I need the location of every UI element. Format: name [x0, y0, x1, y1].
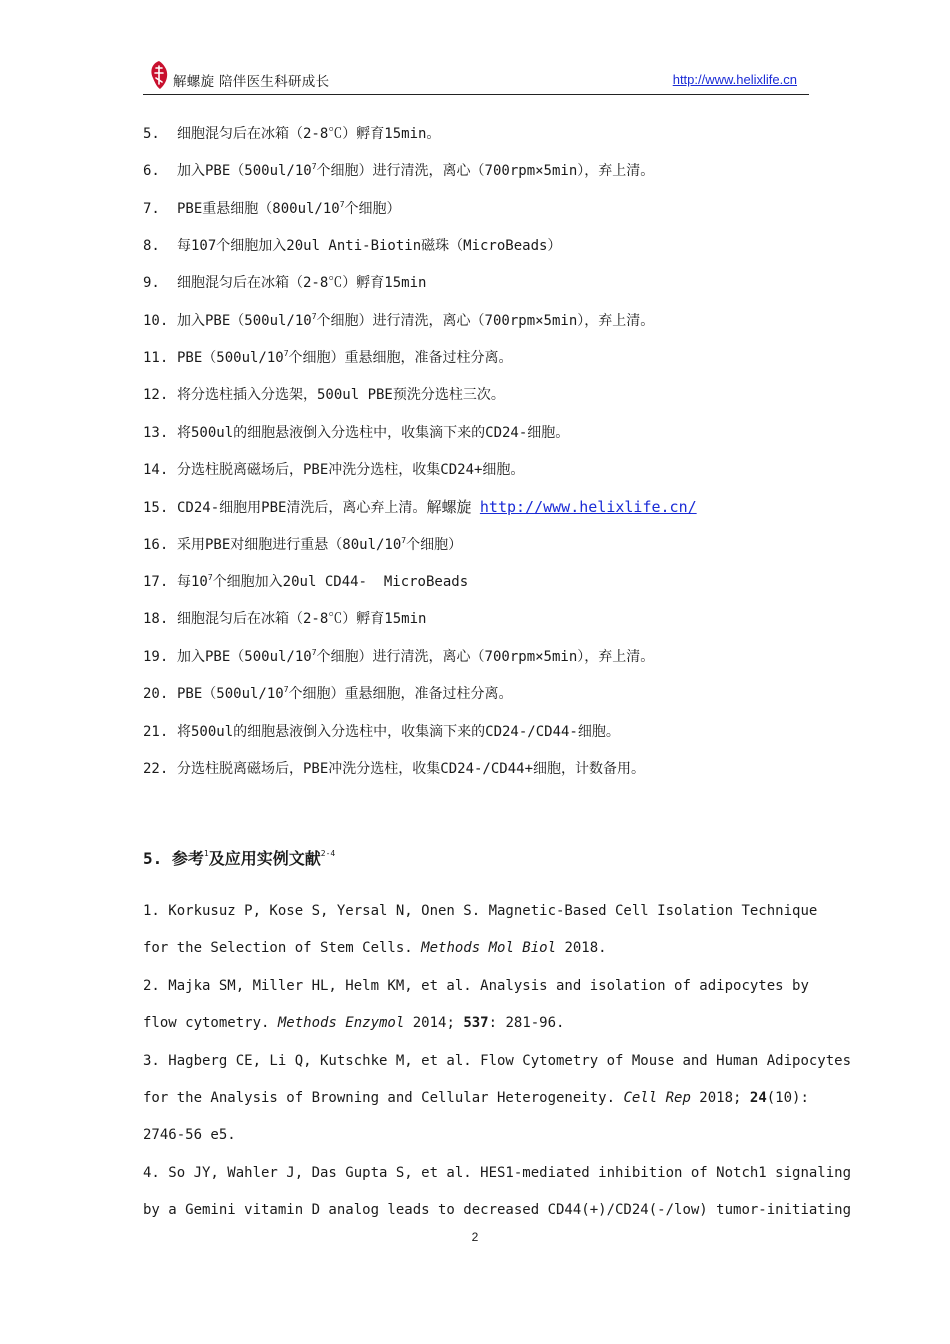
- volume-number: 537: [463, 1015, 489, 1032]
- step-17: 17. 每$10^7$个细胞加入20ul CD44- MicroBeads: [143, 573, 469, 591]
- inline-brand-text: 解螺旋: [426, 498, 472, 517]
- step-13: 13. 将500ul的细胞悬液倒入分选柱中，收集滴下来的CD24-细胞。: [143, 424, 570, 441]
- page-number: 2: [471, 1230, 479, 1244]
- ref-3-line-2: for the Analysis of Browning and Cellular Heterogeneity. Cell Rep 2018; 24(10):: [143, 1089, 809, 1106]
- step-21: 21. 将500ul的细胞悬液倒入分选柱中，收集滴下来的CD24-/CD44-细胞。: [143, 723, 620, 740]
- header-brand: 解螺旋 陪伴医生科研成长: [173, 74, 330, 90]
- step-22: 22. 分选柱脱离磁场后，PBE冲洗分选柱，收集CD24-/CD44+细胞，计数备用。: [143, 760, 646, 777]
- ref-2-line-2: flow cytometry. Methods Enzymol 2014; 537: 281-96.: [143, 1015, 565, 1032]
- references-list: [143, 898, 852, 1235]
- journal-name: Methods Mol Biol: [421, 940, 557, 957]
- volume-number: 24: [749, 1089, 767, 1106]
- step-20: 20. $PBE(500ul/10^7$个细胞）重悬细胞，准备过柱分离。: [143, 685, 513, 703]
- step-10: 10. 加入$PBE(500ul/10^7$个细胞）进行清洗，离心（700rpm×5min），弃上清。: [143, 311, 655, 329]
- header-url-link[interactable]: http://www.helixlife.cn: [672, 72, 797, 87]
- journal-name: Methods Enzymol: [277, 1015, 405, 1032]
- journal-name: Cell Rep: [623, 1089, 691, 1106]
- ref-3-line-1: 3. Hagberg CE, Li Q, Kutschke M, et al. Flow Cytometry of Mouse and Human Adipocytes: [143, 1052, 852, 1069]
- step-19: 19. 加入$PBE(500ul/10^7$个细胞）进行清洗，离心（700rpm×5min），弃上清。: [143, 647, 655, 665]
- step-16: 16. 采用PBE对细胞进行重悬（$80ul/10^7$个细胞）: [143, 535, 463, 553]
- step-7: 7. PBE重悬细胞（$800ul/10^7$个细胞）: [143, 199, 401, 217]
- step-14: 14. 分选柱脱离磁场后，PBE冲洗分选柱，收集CD24+细胞。: [143, 462, 525, 479]
- ref-4-line-2: by a Gemini vitamin D analog leads to decreased CD44(+)/CD24(-/low) tumor-initiating: [143, 1202, 852, 1219]
- page-header: [143, 58, 809, 95]
- step-6: 6. 加入$PBE(500ul/10^7$个细胞）进行清洗，离心（700rpm×5min），弃上清。: [143, 162, 655, 180]
- step-15: 15. CD24-细胞用PBE清洗后，离心弃上清。解螺旋 http://www.helixlife.cn/: [143, 498, 697, 517]
- ref-4-line-1: 4. So JY, Wahler J, Das Gupta S, et al. HES1-mediated inhibition of Notch1 signaling: [143, 1164, 852, 1181]
- ref-3-line-3: 2746-56 e5.: [143, 1127, 236, 1144]
- step-8: 8. 每107个细胞加入20ul Anti-Biotin磁珠（MicroBeads）: [143, 238, 562, 255]
- section-heading: 5. 参考$^1$及应用实例文献$^{2-4}$: [143, 849, 336, 868]
- step-9: 9. 细胞混匀后在冰箱（2-8℃）孵育15min: [143, 275, 427, 292]
- protocol-steps-list: [143, 121, 813, 793]
- inline-url-link[interactable]: http://www.helixlife.cn/: [479, 498, 697, 517]
- step-5: 5. 细胞混匀后在冰箱（2-8℃）孵育15min。: [143, 126, 441, 142]
- ref-2-line-1: 2. Majka SM, Miller HL, Helm KM, et al. Analysis and isolation of adipocytes by: [143, 977, 809, 994]
- ref-1-line-1: 1. Korkusuz P, Kose S, Yersal N, Onen S. Magnetic-Based Cell Isolation Technique: [143, 903, 818, 919]
- helix-logo-icon: [147, 60, 171, 90]
- step-11: 11. $PBE(500ul/10^7$个细胞）重悬细胞，准备过柱分离。: [143, 349, 513, 367]
- ref-1-line-2: for the Selection of Stem Cells. Methods Mol Biol 2018.: [143, 940, 607, 957]
- step-18: 18. 细胞混匀后在冰箱（2-8℃）孵育15min: [143, 611, 427, 628]
- step-12: 12. 将分选柱插入分选架，500ul PBE预洗分选柱三次。: [143, 387, 505, 404]
